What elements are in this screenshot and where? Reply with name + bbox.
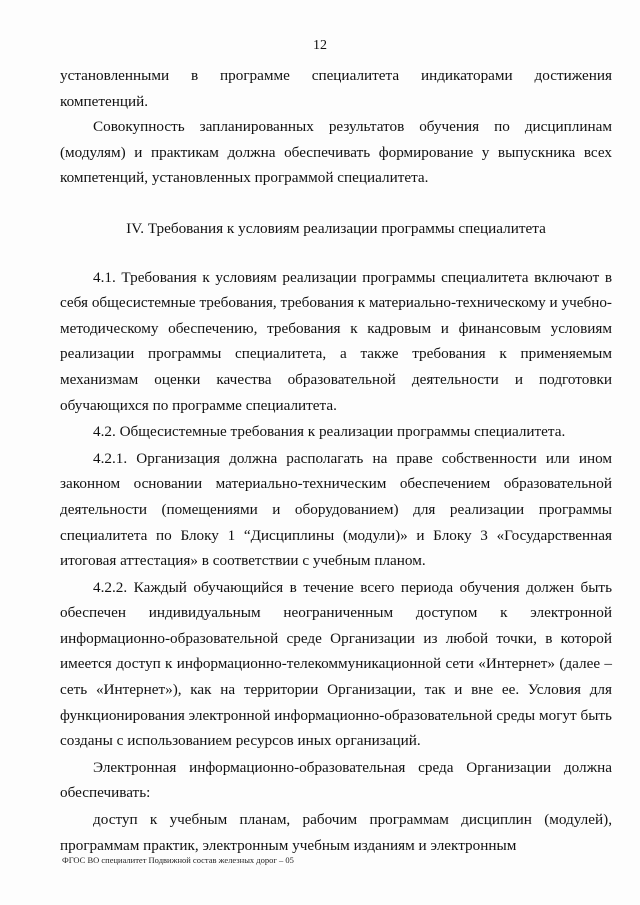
paragraph-4-1: 4.1. Требования к условиям реализации программы специалитета включают в себя общесистемные требования, требования к материально-техническому и учебно-методическому обеспечению, требования к кадровым и финансовым условиям реализации программы специалитета, а также требования к применяемым механизмам оценки качества образовательной деятельности и подготовки обучающихся по программе специалитета. bbox=[60, 268, 612, 414]
paragraph-4-2: 4.2. Общесистемные требования к реализации программы специалитета. bbox=[93, 423, 566, 441]
page-number: 12 bbox=[313, 38, 327, 53]
page-body bbox=[60, 63, 612, 858]
paragraph-learning-outcomes: Совокупность запланированных результатов обучения по дисциплинам (модулям) и практикам должна обеспечивать формирование у выпускника всех компетенций, установленных программой специалитета. bbox=[60, 118, 612, 187]
paragraph-4-2-1: 4.2.1. Организация должна располагать на праве собственности или ином законном основании материально-техническим обеспечением образовательной деятельности (помещениями и оборудованием) для реализации программы специалитета по Блоку 1 “Дисциплины (модули)» и Блоку 3 «Государственная итоговая аттестация» в соответствии с учебным планом. bbox=[60, 449, 612, 570]
paragraph-4-2-2: 4.2.2. Каждый обучающийся в течение всего периода обучения должен быть обеспечен индивидуальным неограниченным доступом к электронной информационно-образовательной среде Организации из любой точки, в которой имеется доступ к информационно-телекоммуникационной сети «Интернет» (далее – сеть «Интернет»), как на территории Организации, так и вне ее. Условия для функционирования электронной информационно-образовательной среды могут быть созданы с использованием ресурсов иных организаций. bbox=[60, 578, 612, 750]
paragraph-access: доступ к учебным планам, рабочим программам дисциплин (модулей), программам практик, электронным учебным изданиям и электронным bbox=[60, 811, 612, 854]
paragraph-eios: Электронная информационно-образовательная среда Организации должна обеспечивать: bbox=[60, 758, 612, 802]
paragraph-continuation: установленными в программе специалитета индикаторами достижения компетенций. bbox=[60, 67, 612, 110]
page-footer: ФГОС ВО специалитет Подвижной состав железных дорог – 05 bbox=[62, 855, 294, 865]
section-heading: IV. Требования к условиям реализации программы специалитета bbox=[126, 219, 546, 237]
